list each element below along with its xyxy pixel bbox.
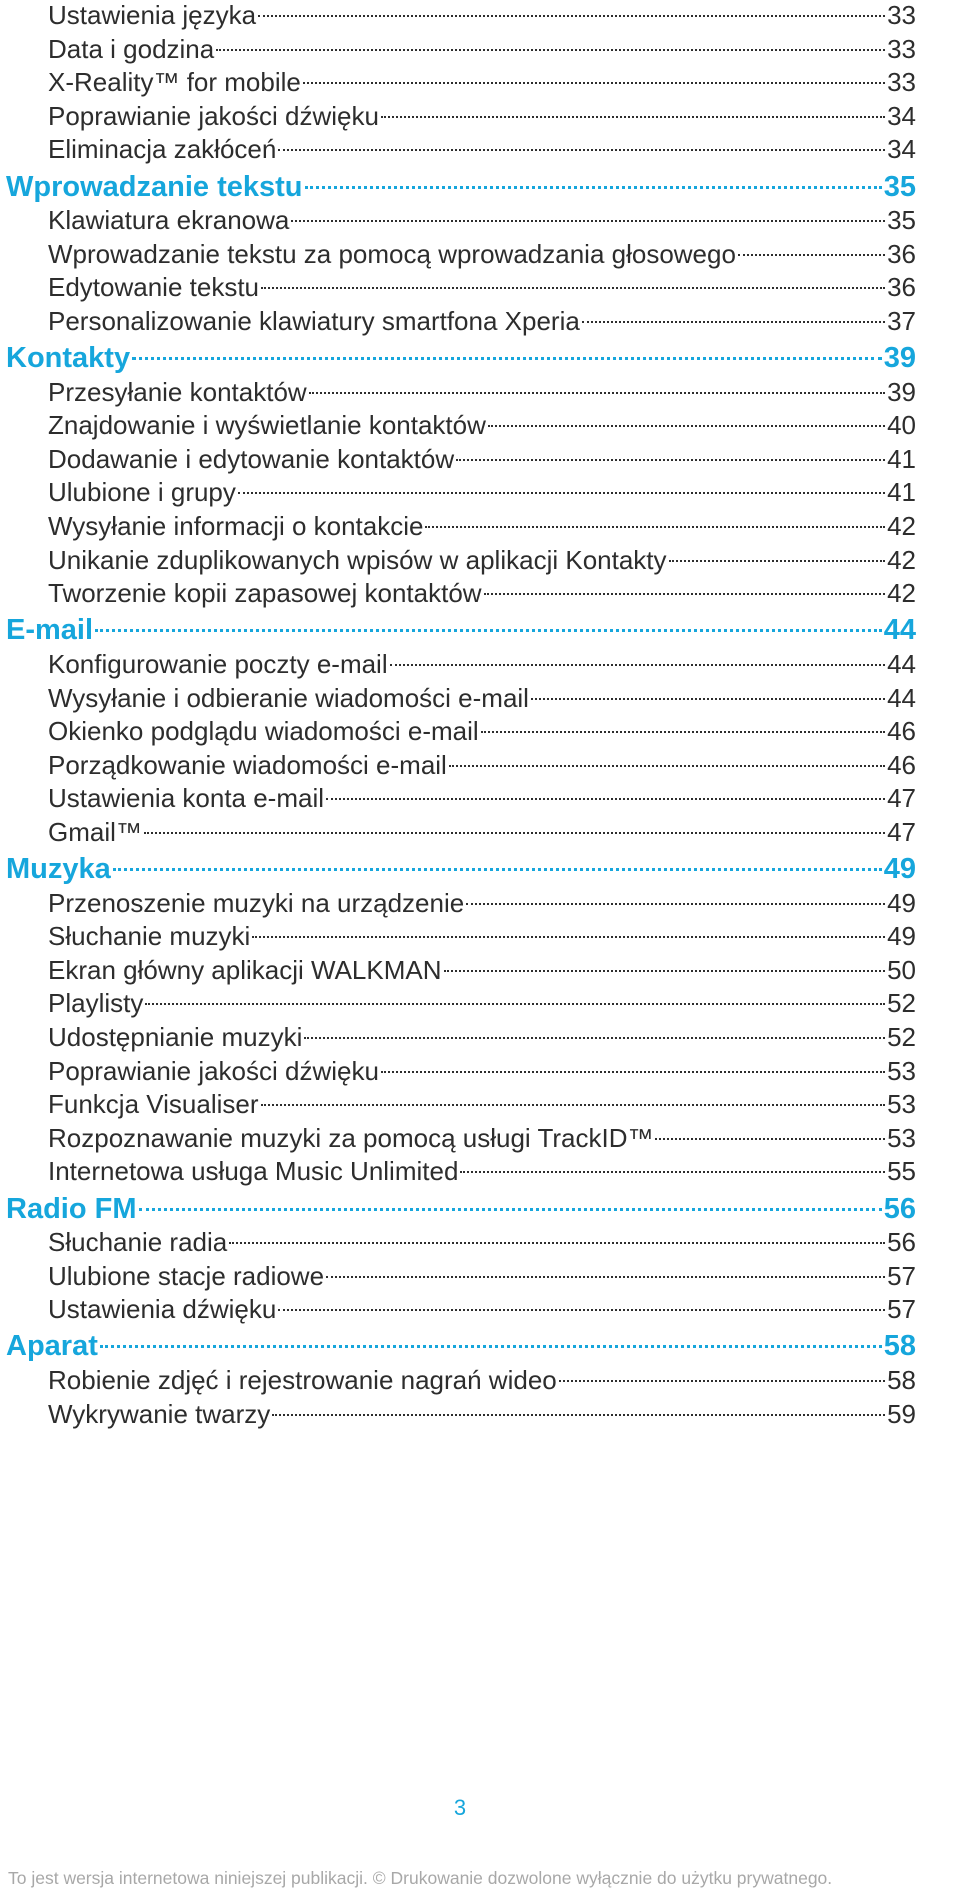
dot-leader bbox=[381, 116, 885, 118]
toc-entry[interactable] bbox=[48, 237, 916, 271]
toc-entry-title: Dodawanie i edytowanie kontaktów bbox=[48, 443, 455, 474]
toc-entry-page: 35 bbox=[887, 205, 916, 236]
toc-entry[interactable] bbox=[48, 99, 916, 133]
toc-entry-page: 56 bbox=[883, 1192, 916, 1225]
dot-leader bbox=[326, 798, 885, 800]
toc-entry-title: Przesyłanie kontaktów bbox=[48, 376, 307, 407]
toc-entry[interactable] bbox=[48, 270, 916, 304]
toc-entry[interactable] bbox=[48, 1397, 916, 1431]
toc-entry[interactable] bbox=[48, 681, 916, 715]
toc-entry-page: 44 bbox=[883, 614, 916, 647]
toc-entry-page: 40 bbox=[887, 410, 916, 441]
dot-leader bbox=[582, 321, 885, 323]
toc-entry-title: Data i godzina bbox=[48, 33, 215, 64]
toc-entry-title: Porządkowanie wiadomości e-mail bbox=[48, 749, 447, 780]
toc-entry-page: 52 bbox=[887, 988, 916, 1019]
dot-leader bbox=[466, 903, 885, 905]
toc-entry[interactable] bbox=[48, 748, 916, 782]
dot-leader bbox=[326, 1276, 885, 1278]
toc-entry-title: Edytowanie tekstu bbox=[48, 272, 260, 303]
toc-entry-page: 57 bbox=[887, 1260, 916, 1291]
toc-entry[interactable] bbox=[48, 65, 916, 99]
dot-leader bbox=[144, 832, 885, 834]
toc-entry-page: 34 bbox=[887, 134, 916, 165]
toc-entry-page: 53 bbox=[887, 1089, 916, 1120]
dot-leader bbox=[100, 1345, 882, 1348]
toc-entry[interactable] bbox=[48, 543, 916, 577]
dot-leader bbox=[261, 287, 885, 289]
toc-entry[interactable] bbox=[48, 0, 916, 32]
toc-entry[interactable] bbox=[48, 714, 916, 748]
toc-entry[interactable] bbox=[48, 32, 916, 66]
toc-entry-page: 41 bbox=[887, 477, 916, 508]
toc-entry-page: 53 bbox=[887, 1055, 916, 1086]
toc-entry-title: Robienie zdjęć i rejestrowanie nagrań wideo bbox=[48, 1365, 557, 1395]
toc-entry-page: 55 bbox=[887, 1156, 916, 1187]
toc-entry-title: Wprowadzanie tekstu za pomocą wprowadzania głosowego bbox=[48, 238, 736, 269]
toc-entry[interactable] bbox=[48, 1154, 916, 1188]
toc-entry-page: 33 bbox=[887, 0, 916, 30]
dot-leader bbox=[444, 970, 886, 972]
dot-leader bbox=[655, 1138, 885, 1140]
toc-entry-page: 46 bbox=[887, 749, 916, 780]
toc-entry-page: 42 bbox=[887, 511, 916, 541]
toc-entry-title: Wysyłanie informacji o kontakcie bbox=[48, 511, 424, 541]
toc-entry[interactable] bbox=[48, 132, 916, 166]
toc-entry-page: 47 bbox=[887, 816, 916, 847]
toc-entry-title: Wprowadzanie tekstu bbox=[6, 170, 303, 203]
toc-entry[interactable] bbox=[48, 408, 916, 442]
dot-leader bbox=[304, 1037, 885, 1039]
dot-leader bbox=[229, 1242, 885, 1244]
toc-entry-page: 44 bbox=[887, 648, 916, 679]
toc-entry-title: Rozpoznawanie muzyki za pomocą usługi TrackID™ bbox=[48, 1122, 654, 1153]
toc-section-entry[interactable] bbox=[6, 850, 916, 888]
toc-entry-page: 49 bbox=[887, 887, 916, 918]
toc-entry-title: Gmail™ bbox=[48, 816, 142, 847]
dot-leader bbox=[481, 731, 885, 733]
toc-entry[interactable] bbox=[48, 442, 916, 476]
toc-entry[interactable] bbox=[48, 375, 916, 409]
dot-leader bbox=[449, 765, 885, 767]
toc-entry-page: 33 bbox=[887, 67, 916, 98]
dot-leader bbox=[139, 1208, 882, 1211]
toc-entry[interactable] bbox=[48, 304, 916, 338]
toc-entry-title: Unikanie zduplikowanych wpisów w aplikacji Kontakty bbox=[48, 544, 667, 575]
dot-leader bbox=[216, 49, 885, 51]
toc-entry-title: Radio FM bbox=[6, 1192, 137, 1225]
dot-leader bbox=[460, 1171, 885, 1173]
toc-entry-title: Eliminacja zakłóceń bbox=[48, 134, 277, 165]
toc-entry-title: Ustawienia konta e-mail bbox=[48, 783, 325, 814]
toc-entry[interactable] bbox=[48, 953, 916, 987]
toc-entry-title: Okienko podglądu wiadomości e-mail bbox=[48, 716, 479, 747]
toc-entry-page: 42 bbox=[887, 578, 916, 609]
toc-entry-page: 53 bbox=[887, 1122, 916, 1153]
toc-entry-title: Konfigurowanie poczty e-mail bbox=[48, 648, 388, 679]
toc-entry[interactable] bbox=[48, 1087, 916, 1121]
dot-leader bbox=[484, 593, 886, 595]
toc-entry-title: Muzyka bbox=[6, 853, 111, 885]
dot-leader bbox=[278, 1309, 885, 1311]
toc-entry-title: Kontakty bbox=[6, 342, 131, 374]
dot-leader bbox=[303, 82, 885, 84]
dot-leader bbox=[390, 664, 885, 666]
toc-entry-page: 49 bbox=[883, 853, 916, 885]
toc-entry-title: Poprawianie jakości dźwięku bbox=[48, 100, 379, 131]
toc-entry-page: 35 bbox=[883, 170, 916, 203]
dot-leader bbox=[145, 1003, 885, 1005]
toc-entry-page: 37 bbox=[887, 305, 916, 336]
toc-entry-title: Tworzenie kopii zapasowej kontaktów bbox=[48, 578, 482, 609]
toc-entry[interactable] bbox=[48, 1054, 916, 1088]
toc-entry[interactable] bbox=[48, 1292, 916, 1326]
toc-entry-page: 36 bbox=[887, 272, 916, 303]
toc-section-entry[interactable] bbox=[6, 168, 916, 206]
toc-entry[interactable] bbox=[48, 919, 916, 953]
dot-leader bbox=[238, 492, 885, 494]
toc-entry-page: 39 bbox=[883, 342, 916, 374]
toc-entry-page: 39 bbox=[887, 376, 916, 407]
toc-entry-title: Ulubione stacje radiowe bbox=[48, 1260, 325, 1291]
toc-entry-title: Ustawienia dźwięku bbox=[48, 1294, 277, 1325]
toc-entry-title: Wysyłanie i odbieranie wiadomości e-mail bbox=[48, 682, 529, 713]
toc-entry-title: Przenoszenie muzyki na urządzenie bbox=[48, 887, 465, 918]
toc-section-entry[interactable] bbox=[6, 1327, 916, 1365]
toc-entry-page: 50 bbox=[887, 954, 916, 985]
dot-leader bbox=[669, 560, 886, 562]
toc-entry-page: 56 bbox=[887, 1227, 916, 1258]
toc-entry[interactable] bbox=[48, 1121, 916, 1155]
toc-section-entry[interactable] bbox=[6, 339, 916, 377]
footer-note: To jest wersja internetowa niniejszej publikacji. © Drukowanie dozwolone wyłącznie do użytku prywatnego. bbox=[8, 1868, 833, 1888]
toc-entry[interactable] bbox=[48, 986, 916, 1020]
toc-entry-title: Udostępnianie muzyki bbox=[48, 1022, 303, 1052]
toc-entry[interactable] bbox=[48, 1363, 916, 1397]
dot-leader bbox=[381, 1071, 885, 1073]
dot-leader bbox=[252, 936, 885, 938]
toc-entry[interactable] bbox=[48, 203, 916, 237]
toc-entry-page: 52 bbox=[887, 1022, 916, 1052]
toc-entry-page: 58 bbox=[883, 1330, 916, 1363]
toc-entry-title: Poprawianie jakości dźwięku bbox=[48, 1055, 379, 1086]
toc-entry-title: Personalizowanie klawiatury smartfona Xperia bbox=[48, 305, 580, 336]
toc-entry-page: 59 bbox=[887, 1398, 916, 1429]
dot-leader bbox=[258, 15, 885, 17]
toc-entry[interactable] bbox=[48, 1020, 916, 1054]
toc-entry-title: Playlisty bbox=[48, 988, 144, 1019]
toc-section-entry[interactable] bbox=[6, 611, 916, 649]
toc-entry-title: Klawiatura ekranowa bbox=[48, 205, 290, 236]
dot-leader bbox=[738, 254, 885, 256]
toc-entry[interactable] bbox=[48, 815, 916, 849]
toc-entry-title: Aparat bbox=[6, 1330, 98, 1363]
toc-entry-page: 34 bbox=[887, 100, 916, 131]
toc-entry-title: Słuchanie radia bbox=[48, 1227, 228, 1258]
dot-leader bbox=[488, 425, 885, 427]
dot-leader bbox=[278, 149, 885, 151]
dot-leader bbox=[113, 868, 882, 871]
toc-entry[interactable] bbox=[48, 475, 916, 509]
dot-leader bbox=[309, 392, 885, 394]
toc-entry[interactable] bbox=[48, 1225, 916, 1259]
toc-entry-page: 47 bbox=[887, 783, 916, 814]
dot-leader bbox=[95, 629, 882, 632]
dot-leader bbox=[261, 1104, 886, 1106]
dot-leader bbox=[305, 186, 882, 189]
toc-entry-page: 44 bbox=[887, 682, 916, 713]
toc-entry[interactable] bbox=[48, 886, 916, 920]
dot-leader bbox=[456, 459, 885, 461]
toc-entry-title: Ulubione i grupy bbox=[48, 477, 236, 508]
toc-section-entry[interactable] bbox=[6, 1190, 916, 1228]
dot-leader bbox=[272, 1414, 885, 1416]
toc-entry-title: E-mail bbox=[6, 614, 94, 647]
toc-entry-page: 57 bbox=[887, 1294, 916, 1325]
toc-entry[interactable] bbox=[48, 509, 916, 543]
toc-entry-title: Ekran główny aplikacji WALKMAN bbox=[48, 954, 442, 985]
toc-entry-title: Wykrywanie twarzy bbox=[48, 1398, 271, 1429]
dot-leader bbox=[132, 357, 882, 360]
toc-entry-page: 58 bbox=[887, 1365, 916, 1395]
dot-leader bbox=[425, 526, 885, 528]
toc-entry[interactable] bbox=[48, 647, 916, 681]
toc-entry-title: Znajdowanie i wyświetlanie kontaktów bbox=[48, 410, 486, 441]
toc-entry-title: Słuchanie muzyki bbox=[48, 921, 251, 952]
toc-entry-page: 33 bbox=[887, 33, 916, 64]
toc-entry-title: X-Reality™ for mobile bbox=[48, 67, 301, 98]
dot-leader bbox=[531, 698, 885, 700]
toc-entry[interactable] bbox=[48, 1259, 916, 1293]
page-number: 3 bbox=[453, 1795, 467, 1820]
toc-entry-page: 42 bbox=[887, 544, 916, 575]
toc-entry-page: 36 bbox=[887, 238, 916, 269]
toc-entry[interactable] bbox=[48, 576, 916, 610]
toc-entry-title: Funkcja Visualiser bbox=[48, 1089, 259, 1120]
toc-entry[interactable] bbox=[48, 781, 916, 815]
toc-entry-title: Ustawienia języka bbox=[48, 0, 257, 30]
toc-entry-page: 49 bbox=[887, 921, 916, 952]
dot-leader bbox=[291, 220, 885, 222]
toc-entry-page: 46 bbox=[887, 716, 916, 747]
toc-entry-page: 41 bbox=[887, 443, 916, 474]
toc-entry-title: Internetowa usługa Music Unlimited bbox=[48, 1156, 459, 1187]
dot-leader bbox=[559, 1380, 885, 1382]
